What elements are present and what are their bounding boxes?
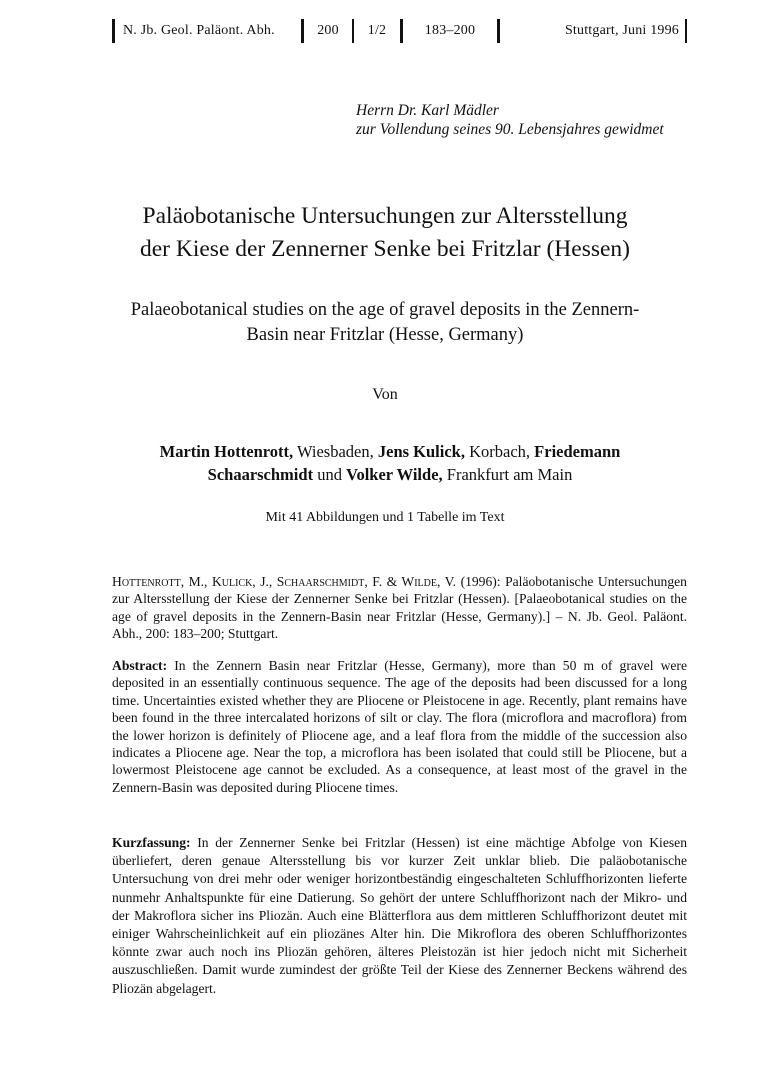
abstract [112,657,687,796]
journal-name: N. Jb. Geol. Paläont. Abh. [123,23,275,38]
journal-issue: 1/2 [367,23,387,38]
header-rule [685,19,687,43]
kurzfassung-text: In der Zennerner Senke bei Fritzlar (Hessen) ist eine mächtige Abfolge von Kiesen überliefert, deren genaue Altersstellung bis vor kurzer Zeit unklar blieb. Die paläobotanische Untersuchung von drei mehr oder weniger horizontbeständig eingeschalteten Schluffhorizonten lieferte nunmehr Anhaltspunkte für eine Datierung. So gehört der untere Schluffhorizont nach der Mikro- und der Makroflora sicher ins Pliozän. Auch eine Blätterflora aus dem mittleren Schluffhorizont deutet mit einiger Wahrscheinlichkeit auf ein pliozänes Alter hin. Die Mikroflora des oberen Schluffhorizontes könnte zwar auch noch ins Pliozän gehören, älteres Pleistozän ist hier jedoch nicht mit Sicherheit auszuschließen. Damit wurde zumindest der größte Teil der Kiese des Zennerner Beckens während des Pliozän abgelagert. [112,835,687,996]
abstract-text: In the Zennern Basin near Fritzlar (Hesse, Germany), more than 50 m of gravel were deposited in an essentially continuous sequence. The age of the deposits had been discussed for a long time. Uncertainties existed whether they are Pliocene or Pleistocene in age. Recently, plant remains have been found in the three intercalated horizons of silt or clay. The flora (microflora and macroflora) from the lower horizon is definitely of Pliocene age, and a leaf flora from the middle of the succession also indicates a Pliocene age. Near the top, a microflora has been isolated that could still be Pliocene, but a lowermost Pleistocene age cannot be excluded. As a consequence, at least most of the gravel in the Zennern-Basin was deposited during Pliocene times. [112,658,687,795]
title-german-line-1: Paläobotanische Untersuchungen zur Altersstellung [142,203,628,229]
dedication-line-2: zur Vollendung seines 90. Lebensjahres gewidmet [356,121,664,138]
kurzfassung [112,834,687,998]
author-name: Martin Hottenrott, [159,442,294,461]
author-conjunction: und [313,465,347,484]
journal-pages: 183–200 [424,23,476,38]
citation-text: Paläobotanische Untersuchungen zur Altersstellung der Kiese der Zennerner Senke bei Fritzlar (Hessen). [Palaeobotanical studies on the age of gravel deposits in the Zennern-Basin near Fritzlar (Hesse, Germany).] – N. Jb. Geol. Paläont. Abh., 200: 183–200; Stuttgart. [112,574,687,642]
title-english-line-1: Palaeobotanical studies on the age of gravel deposits in the Zennern- [130,300,640,320]
author-place: Frankfurt am Main [442,465,573,484]
title-english-line-2: Basin near Fritzlar (Hesse, Germany) [246,325,524,345]
citation [112,573,687,643]
abstract-label: Abstract: [112,658,168,673]
author-name: Volker Wilde, [346,465,443,484]
author-place: Wiesbaden, [293,442,378,461]
author-list [110,440,670,486]
title-english [60,298,710,348]
dedication-line-1: Herrn Dr. Karl Mädler [356,102,499,119]
author-place: Korbach, [464,442,535,461]
journal-volume: 200 [317,23,339,38]
author-name: Jens Kulick, [377,442,465,461]
dedication [356,101,686,139]
by-label: Von [372,386,398,403]
journal-header-bar [112,18,687,44]
illustrations-note: Mit 41 Abbildungen und 1 Tabelle im Text [265,510,505,525]
title-german [60,200,710,266]
title-german-line-2: der Kiese der Zennerner Senke bei Fritzlar (Hessen) [139,236,631,262]
author-name: Friedemann Schaarschmidt [207,442,621,484]
kurzfassung-label: Kurzfassung: [112,835,191,850]
citation-authors: Hottenrott, M., Kulick, J., Schaarschmidt, F. & Wilde, V. (1996): [112,574,501,589]
journal-place-date: Stuttgart, Juni 1996 [564,23,679,38]
